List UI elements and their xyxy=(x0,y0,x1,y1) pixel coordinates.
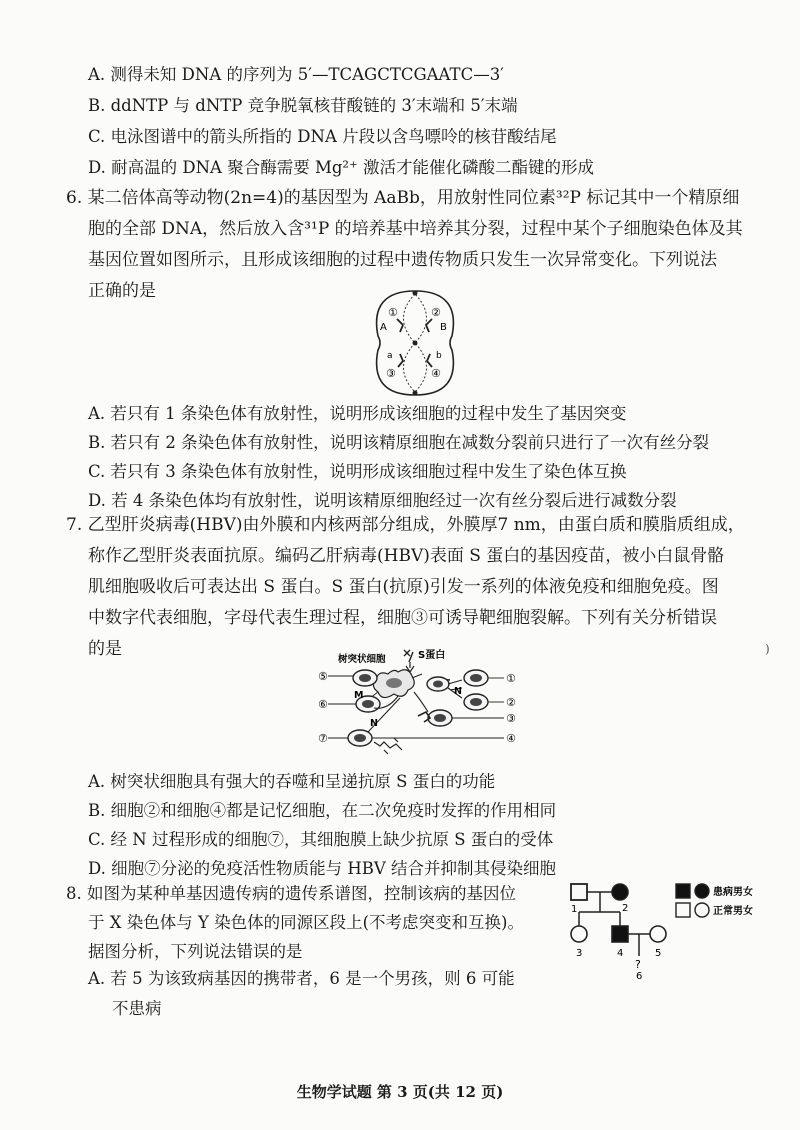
q5-option-d: D. 耐高温的 DNA 聚合酶需要 Mg²⁺ 激活才能催化磷酸二酯键的形成 xyxy=(88,158,594,177)
q6-chromosome-2-label: ② xyxy=(431,306,441,319)
q7-cell-1-label: ① xyxy=(506,672,516,685)
q7-s-protein-label: S蛋白 xyxy=(418,650,446,661)
q7-process-N-upper-label: N xyxy=(454,686,462,697)
q6-gene-A-label: A xyxy=(380,322,387,333)
q6-stem-line-2: 胞的全部 DNA，然后放入含³¹P 的培养基中培养其分裂，过程中某个子细胞染色体及其 xyxy=(88,219,743,239)
q8-option-a-line-1: A. 若 5 为该致病基因的携带者，6 是一个男孩，则 6 可能 xyxy=(88,969,515,988)
q6-gene-B-label: B xyxy=(440,322,447,333)
q8-individual-1-label: 1 xyxy=(571,904,578,915)
q8-individual-4-label: 4 xyxy=(617,948,624,959)
q8-option-a-line-2: 不患病 xyxy=(112,999,162,1018)
q8-stem-line-2: 于 X 染色体与 Y 染色体的同源区段上(不考虑突变和互换)。 xyxy=(88,913,524,932)
q5-option-a: A. 测得未知 DNA 的序列为 5′—TCAGCTCGAATC—3′ xyxy=(88,65,504,84)
q8-individual-5-label: 5 xyxy=(655,948,662,959)
q8-stem-line-3: 据图分析，下列说法错误的是 xyxy=(88,942,303,961)
q7-immune-figure xyxy=(318,646,523,758)
q6-option-d: D. 若 4 条染色体均有放射性，说明该精原细胞经过一次有丝分裂后进行减数分裂 xyxy=(88,491,677,510)
q5-option-c: C. 电泳图谱中的箭头所指的 DNA 片段以含鸟嘌呤的核苷酸结尾 xyxy=(88,127,557,146)
q6-gene-a-label: a xyxy=(387,351,393,361)
q7-cell-2-label: ② xyxy=(506,696,516,709)
q8-individual-3-label: 3 xyxy=(576,948,583,959)
q7-stem-line-4: 中数字代表细胞，字母代表生理过程，细胞③可诱导靶细胞裂解。下列有关分析错误 xyxy=(88,608,717,628)
q7-option-a: A. 树突状细胞具有强大的吞噬和呈递抗原 S 蛋白的功能 xyxy=(88,772,496,791)
q5-option-b: B. ddNTP 与 dNTP 竞争脱氧核苷酸链的 3′末端和 5′末端 xyxy=(88,96,518,115)
q7-option-c: C. 经 N 过程形成的细胞⑦，其细胞膜上缺少抗原 S 蛋白的受体 xyxy=(88,830,554,849)
q6-chromosome-1-label: ① xyxy=(388,306,398,319)
page-footer: 生物学试题 第 3 页(共 12 页) xyxy=(296,1083,504,1101)
q8-stem-line-1: 8. 如图为某种单基因遗传病的遗传系谱图，控制该病的基因位 xyxy=(66,884,516,903)
q6-stem-line-4: 正确的是 xyxy=(88,281,156,301)
q7-stem-line-3: 肌细胞吸收后可表达出 S 蛋白。S 蛋白(抗原)引发一系列的体液免疫和细胞免疫。图 xyxy=(88,577,719,597)
q7-cell-3-label: ③ xyxy=(506,712,516,725)
q8-individual-6-label: 6 xyxy=(636,971,643,982)
q7-option-d: D. 细胞⑦分泌的免疫活性物质能与 HBV 结合并抑制其侵染细胞 xyxy=(88,859,557,878)
q7-dendritic-cell-label: 树突状细胞 xyxy=(338,654,386,665)
q8-legend-normal: 正常男女 xyxy=(713,906,753,917)
q7-stem-line-5: 的是 xyxy=(88,639,122,659)
q7-stem-line-2: 称作乙型肝炎表面抗原。编码乙肝病毒(HBV)表面 S 蛋白的基因疫苗，被小白鼠骨骼 xyxy=(88,546,725,566)
q6-option-c: C. 若只有 3 条染色体有放射性，说明形成该细胞过程中发生了染色体互换 xyxy=(88,462,627,481)
q7-process-M-label: M xyxy=(354,690,364,701)
q8-legend-affected: 患病男女 xyxy=(713,887,753,898)
q7-option-b: B. 细胞②和细胞④都是记忆细胞，在二次免疫时发挥的作用相同 xyxy=(88,801,557,820)
q7-stem-line-1: 7. 乙型肝炎病毒(HBV)由外膜和内核两部分组成，外膜厚7 nm，由蛋白质和膜脂质组成， xyxy=(66,515,745,535)
q8-pedigree xyxy=(560,878,790,993)
q6-cell-figure xyxy=(370,288,460,398)
q8-individual-2-label: 2 xyxy=(622,903,629,914)
q7-cell-7-label: ⑦ xyxy=(318,732,328,745)
q7-process-N-lower-label: N xyxy=(370,718,378,729)
q6-stem-line-3: 基因位置如图所示，且形成该细胞的过程中遗传物质只发生一次异常变化。下列说法 xyxy=(88,250,717,270)
q6-option-a: A. 若只有 1 条染色体有放射性，说明形成该细胞的过程中发生了基因突变 xyxy=(88,404,627,423)
q6-stem-line-1: 6. 某二倍体高等动物(2n=4)的基因型为 AaBb，用放射性同位素³²P 标记其中一个精原细 xyxy=(66,188,740,208)
q6-option-b: B. 若只有 2 条染色体有放射性，说明该精原细胞在减数分裂前只进行了一次有丝分裂 xyxy=(88,433,710,452)
q6-chromosome-3-label: ③ xyxy=(386,367,396,380)
q7-cell-6-label: ⑥ xyxy=(318,698,328,711)
margin-mark: ) xyxy=(765,642,770,656)
q8-unknown-mark: ? xyxy=(635,958,641,971)
q6-gene-b-label: b xyxy=(436,351,442,361)
q7-cell-4-label: ④ xyxy=(506,732,516,745)
q7-cell-5-label: ⑤ xyxy=(318,670,328,683)
q6-chromosome-4-label: ④ xyxy=(431,367,441,380)
